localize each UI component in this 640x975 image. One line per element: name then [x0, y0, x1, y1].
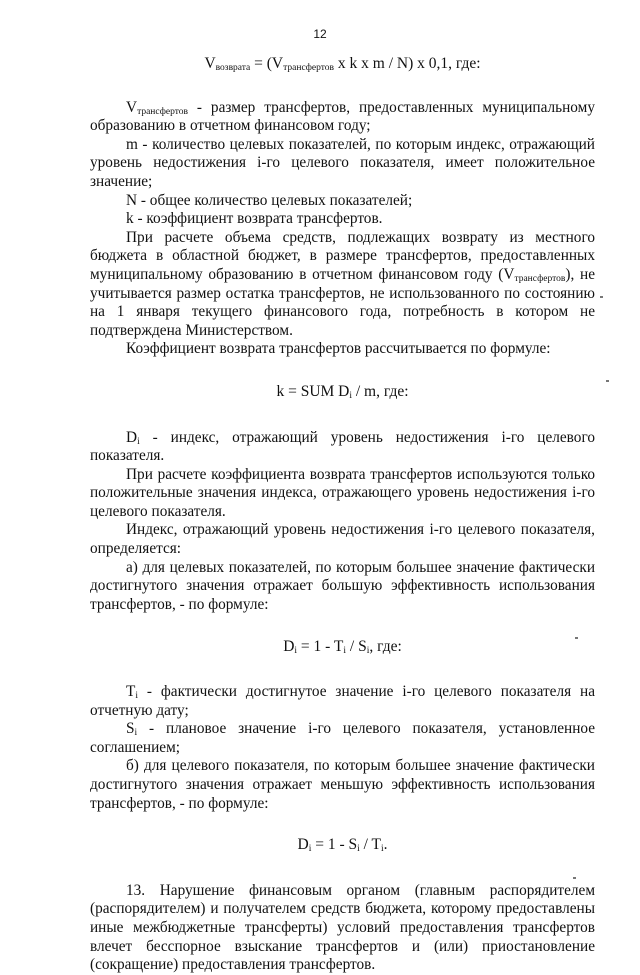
formula-subscript: i — [381, 844, 384, 855]
formula-text: k = SUM D — [276, 382, 350, 400]
definition-text: - фактически достигнутое значение i-го целевого показателя на отчетную дату; — [90, 683, 595, 719]
formula-text: V — [204, 55, 216, 72]
symbol-subscript: i — [135, 691, 138, 702]
formula-text: x k x m / N) x 0,1, где: — [334, 55, 481, 72]
formula-k — [90, 383, 595, 402]
formula-text: / T — [359, 836, 381, 854]
symbol: D — [126, 428, 138, 446]
definition-text: - размер трансфертов, предоставленных муниципальному образованию в отчетном финансовом году; — [90, 98, 595, 135]
paragraph-positive-values: При расчете коэффициента возврата трансфертов используются только положительные значения индекса, отражающего уровень недостижения i-го целевого показателя. — [90, 465, 595, 520]
paragraph-text: При расчете объема средств, подлежащих возврату из местного бюджета в областной бюджет, в размере трансфертов, предоставленных муниципальному образованию в отчетном финансовом году (V — [90, 228, 595, 283]
definition-n: N - общее количество целевых показателей; — [126, 191, 413, 209]
formula-subscript: i — [294, 646, 298, 657]
document-body — [90, 55, 595, 975]
formula-text: , где: — [369, 638, 402, 656]
paragraph-a: а) для целевых показателей, по которым большее значение фактически достигнутого значения отражает большую эффективность использования трансфертов, - по формуле: — [90, 558, 595, 613]
formula-subscript: трансфертов — [283, 63, 335, 73]
paragraph-calculation — [90, 229, 595, 341]
symbol: S — [126, 720, 135, 738]
formula-text: = (V — [250, 55, 284, 72]
page-number: 12 — [313, 27, 327, 41]
formula-text: = 1 - S — [311, 836, 358, 854]
formula-text: D — [283, 638, 295, 656]
symbol-subscript: i — [134, 728, 138, 739]
definition-text: - плановое значение i-го целевого показателя, установленное соглашением; — [90, 720, 595, 756]
paragraph-13: 13. Нарушение финансовым органом (главным распорядителем (распорядителем) и получателем средств бюджета, которому предоставлены иные межбюджетные трансферты) условий предоставления трансфертов влечет бесспорное взыскание трансфертов и (или) приостановление (сокращение) предоставления трансфертов. — [90, 881, 595, 974]
formula-subscript: i — [308, 844, 312, 855]
paragraph-b: б) для целевого показателя, по которым большее значение фактически достигнутого значения отражает меньшую эффективность использования трансфертов, - по формуле: — [90, 757, 595, 812]
formula-subscript: i — [343, 646, 347, 657]
scan-speck — [575, 637, 578, 639]
formula-d-a — [90, 638, 595, 657]
symbol: V — [126, 98, 138, 116]
definition-text: - индекс, отражающий уровень недостижения i-го целевого показателя. — [90, 428, 595, 465]
formula-subscript: i — [357, 844, 360, 855]
definition-v-transfers — [90, 99, 595, 136]
formula-subscript: i — [366, 646, 370, 657]
definition-m: m - количество целевых показателей, по которым индекс, отражающий уровень недостижения i-го целевого показателя, имеет положительное значение; — [90, 135, 595, 190]
formula-subscript: возврата — [215, 63, 251, 73]
formula-d-b — [90, 836, 595, 855]
formula-text: D — [297, 836, 309, 854]
definition-t — [90, 683, 595, 720]
paragraph-coefficient: Коэффициент возврата трансфертов рассчитывается по формуле: — [126, 340, 551, 358]
symbol-subscript: i — [137, 436, 140, 447]
formula-text: = 1 - T — [297, 638, 344, 656]
paragraph-index: Индекс, отражающий уровень недостижения i-го целевого показателя, определяется: — [90, 521, 595, 558]
symbol-subscript: трансфертов — [137, 106, 188, 117]
scan-speck — [573, 877, 576, 879]
definition-s — [90, 720, 595, 757]
formula-v-return — [90, 55, 595, 74]
symbol: T — [126, 683, 136, 701]
scan-speck — [600, 296, 603, 298]
formula-subscript: i — [349, 390, 352, 401]
formula-text: / m, где: — [352, 382, 409, 400]
paragraph-text: ), не учитывается размер остатка трансфертов, не использованного по состоянию на 1 января текущего финансового года, потребность в котором не подтверждена Министерством. — [90, 265, 596, 339]
formula-text: / S — [346, 638, 367, 656]
formula-text: . — [383, 836, 388, 854]
definition-k: k - коэффициент возврата трансфертов. — [126, 210, 383, 228]
symbol-subscript: трансфертов — [514, 273, 566, 284]
scan-speck — [606, 380, 609, 382]
definition-d — [90, 429, 595, 466]
